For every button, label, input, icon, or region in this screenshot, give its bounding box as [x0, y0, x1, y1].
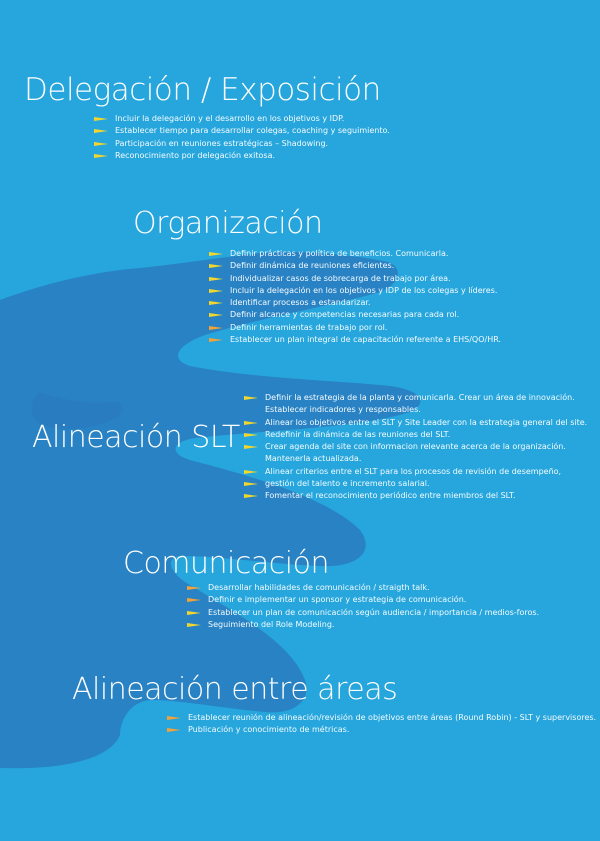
list-item: Definir dinámica de reuniones eficientes.: [207, 260, 501, 272]
yellow-arrow-icon: [209, 264, 223, 268]
yellow-arrow-icon: [94, 129, 108, 133]
section-title: Alineación entre áreas: [72, 672, 398, 707]
yellow-arrow-icon: [209, 313, 223, 317]
section-title: Organización: [133, 206, 323, 241]
yellow-arrow-icon: [209, 289, 223, 293]
list-item: Definir e implementar un sponsor y estrategia de comunicación.: [185, 594, 539, 606]
list-item: Individualizar casos de sobrecarga de trabajo por área.: [207, 273, 501, 285]
yellow-arrow-icon: [244, 421, 258, 425]
yellow-arrow-icon: [244, 433, 258, 437]
section-title: Delegación / Exposición: [24, 72, 381, 108]
bullet-list: [92, 113, 390, 162]
list-item: gestión del talento e incremento salarial.: [242, 478, 587, 490]
section-alineacion-areas: [72, 672, 397, 707]
list-item: Incluir la delegación en los objetivos y IDP de los colegas y líderes.: [207, 285, 501, 297]
yellow-arrow-icon: [94, 117, 108, 121]
orange-arrow-icon: [209, 338, 223, 342]
list-item: Definir alcance y competencias necesarias para cada rol.: [207, 309, 501, 321]
list-item: Identificar procesos a estandarizar.: [207, 297, 501, 309]
orange-arrow-icon: [209, 326, 223, 330]
list-item: Definir la estrategia de la planta y comunicarla. Crear un área de innovación.: [242, 392, 587, 404]
list-item: Establecer un plan de comunicación según audiencia / importancia / medios-foros.: [185, 607, 539, 619]
yellow-arrow-icon: [244, 494, 258, 498]
orange-arrow-icon: [187, 586, 201, 590]
yellow-arrow-icon: [244, 396, 258, 400]
bullet-list: [185, 582, 539, 631]
yellow-arrow-icon: [209, 252, 223, 256]
bullet-list: [165, 712, 596, 737]
list-item: Establecer tiempo para desarrollar colegas, coaching y seguimiento.: [92, 125, 390, 137]
section-alineacion-slt: [32, 420, 240, 455]
section-title: Comunicación: [123, 546, 329, 581]
yellow-arrow-icon: [244, 470, 258, 474]
list-item: Mantenerla actualizada.: [265, 454, 362, 464]
list-item: Establecer reunión de alineación/revisión de objetivos entre áreas (Round Robin) - SLT y supervisores.: [165, 712, 596, 724]
yellow-arrow-icon: [187, 623, 201, 627]
list-item: Establecer un plan integral de capacitación referente a EHS/QO/HR.: [207, 334, 501, 346]
list-item: Redefinir la dinámica de las reuniones del SLT.: [242, 429, 587, 441]
list-item: Establecer indicadores y responsables.: [265, 405, 421, 415]
orange-arrow-icon: [167, 728, 181, 732]
yellow-arrow-icon: [94, 142, 108, 146]
list-item: Publicación y conocimiento de métricas.: [165, 724, 596, 736]
list-item: Reconocimiento por delegación exitosa.: [92, 150, 390, 162]
section-organizacion: [133, 206, 322, 241]
list-item: Fomentar el reconocimiento periódico entre miembros del SLT.: [242, 490, 587, 502]
bullet-list: [207, 248, 501, 346]
yellow-arrow-icon: [187, 611, 201, 615]
yellow-arrow-icon: [244, 445, 258, 449]
yellow-arrow-icon: [94, 154, 108, 158]
section-delegacion: [24, 72, 381, 108]
list-item: Desarrollar habilidades de comunicación / straigth talk.: [185, 582, 539, 594]
list-item: Seguimiento del Role Modeling.: [185, 619, 539, 631]
yellow-arrow-icon: [209, 301, 223, 305]
list-item: Alinear los objetivos entre el SLT y Site Leader con la estrategia general del site.: [242, 417, 587, 429]
list-item: Crear agenda del site con informacion relevante acerca de la organización.: [242, 441, 587, 453]
yellow-arrow-icon: [209, 277, 223, 281]
list-item: Incluir la delegación y el desarrollo en los objetivos y IDP.: [92, 113, 390, 125]
bullet-list: [242, 392, 587, 503]
list-item: Definir herramientas de trabajo por rol.: [207, 322, 501, 334]
yellow-arrow-icon: [244, 482, 258, 486]
section-title: Alineación SLT: [32, 420, 240, 455]
list-item: Definir prácticas y política de beneficios. Comunicarla.: [207, 248, 501, 260]
section-comunicacion: [123, 546, 329, 581]
list-item: Participación en reuniones estratégicas – Shadowing.: [92, 138, 390, 150]
orange-arrow-icon: [167, 716, 181, 720]
list-item: Alinear criterios entre el SLT para los procesos de revisión de desempeño,: [242, 466, 587, 478]
orange-arrow-icon: [187, 598, 201, 602]
